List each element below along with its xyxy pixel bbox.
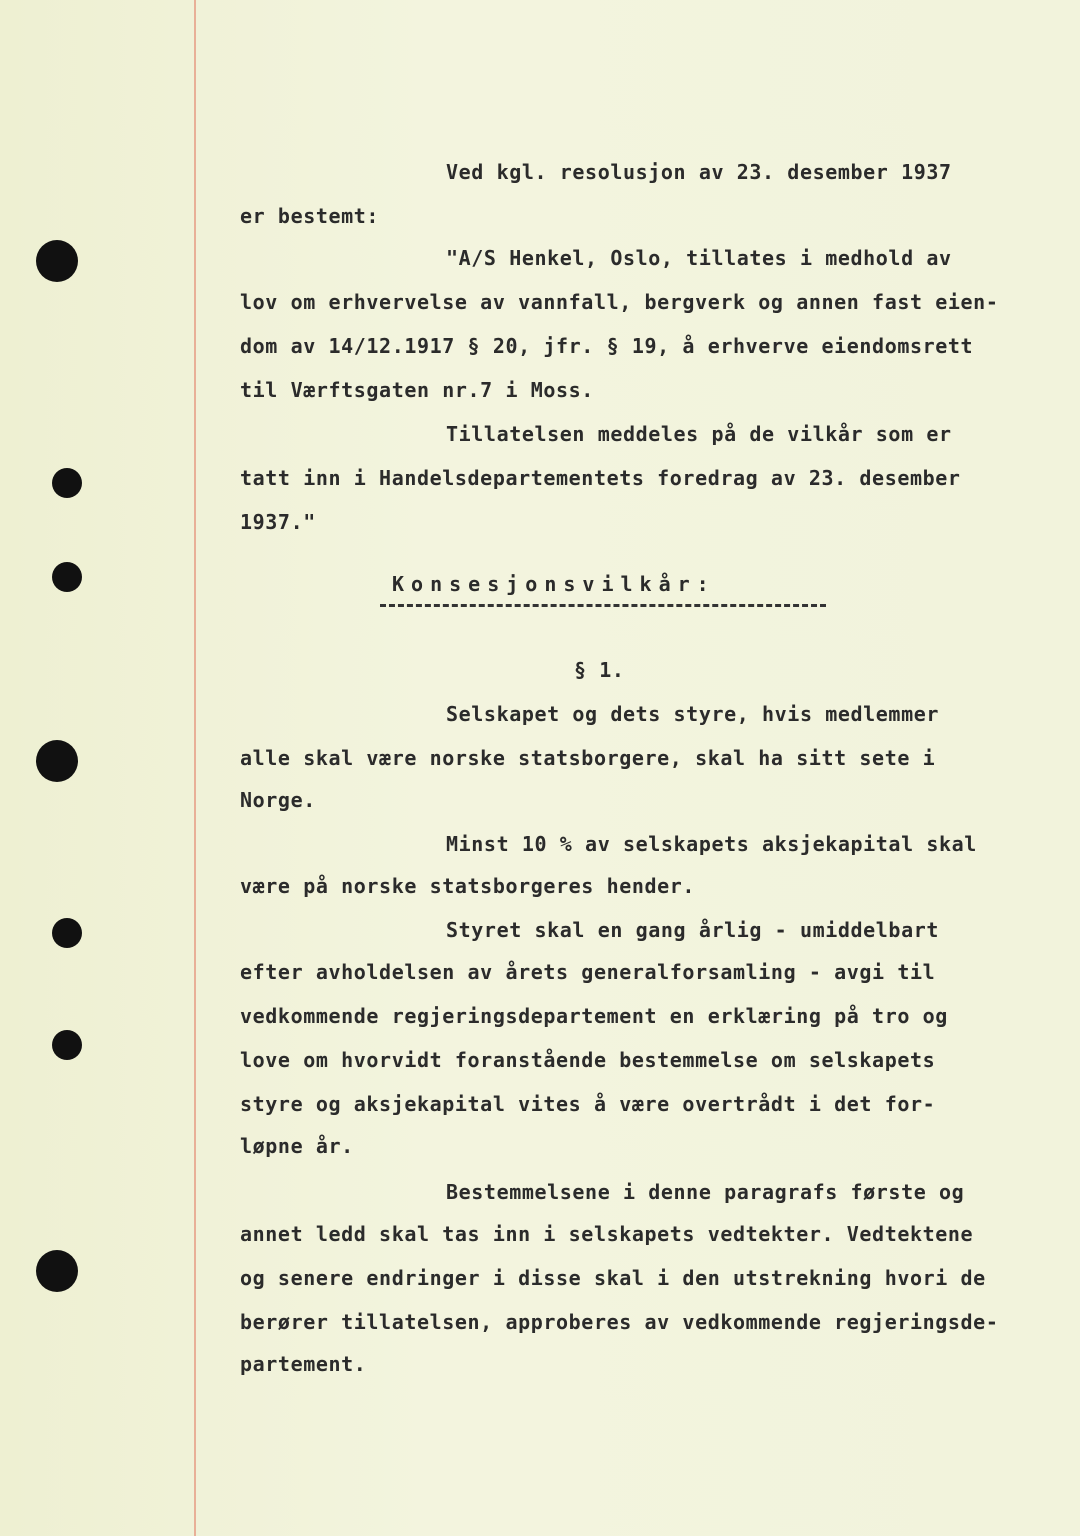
body-line: Minst 10 % av selskapets aksjekapital skal [446,832,977,856]
body-line: vedkommende regjeringsdepartement en erklæring på tro og [240,1004,948,1028]
body-line: Norge. [240,788,316,812]
body-line: berører tillatelsen, approberes av vedkommende regjeringsde- [240,1310,999,1334]
body-line: Styret skal en gang årlig - umiddelbart [446,918,939,942]
punch-hole [52,468,82,498]
punch-hole [52,918,82,948]
section-number: § 1. [574,658,625,682]
intro-line: er bestemt: [240,204,380,228]
body-line: Selskapet og dets styre, hvis medlemmer [446,702,939,726]
intro-line: til Værftsgaten nr.7 i Moss. [240,378,594,402]
body-line: løpne år. [240,1134,354,1158]
body-line: alle skal være norske statsborgere, skal ha sitt sete i [240,746,936,770]
punch-hole [36,740,78,782]
body-line: annet ledd skal tas inn i selskapets vedtekter. Vedtektene [240,1222,974,1246]
intro-line: tatt inn i Handelsdepartementets foredrag av 23. desember [240,466,961,490]
intro-line: Ved kgl. resolusjon av 23. desember 1937 [446,160,952,184]
body-line: Bestemmelsene i denne paragrafs første og [446,1180,965,1204]
margin-rule [194,0,196,1536]
heading-underline [380,604,826,607]
body-line: styre og aksjekapital vites å være overtrådt i det for- [240,1092,936,1116]
heading-title: Konsesjonsvilkår: [392,572,716,596]
intro-line: Tillatelsen meddeles på de vilkår som er [446,422,952,446]
punch-hole [36,240,78,282]
intro-line: dom av 14/12.1917 § 20, jfr. § 19, å erhverve eiendomsrett [240,334,974,358]
body-line: og senere endringer i disse skal i den utstrekning hvori de [240,1266,986,1290]
body-line: efter avholdelsen av årets generalforsamling - avgi til [240,960,936,984]
punch-hole [52,562,82,592]
body-line: partement. [240,1352,367,1376]
punch-hole [52,1030,82,1060]
intro-line: lov om erhvervelse av vannfall, bergverk og annen fast eien- [240,290,999,314]
intro-line: "A/S Henkel, Oslo, tillates i medhold av [446,246,952,270]
body-line: love om hvorvidt foranstående bestemmelse om selskapets [240,1048,936,1072]
intro-line: 1937." [240,510,316,534]
body-line: være på norske statsborgeres hender. [240,874,696,898]
punch-hole [36,1250,78,1292]
